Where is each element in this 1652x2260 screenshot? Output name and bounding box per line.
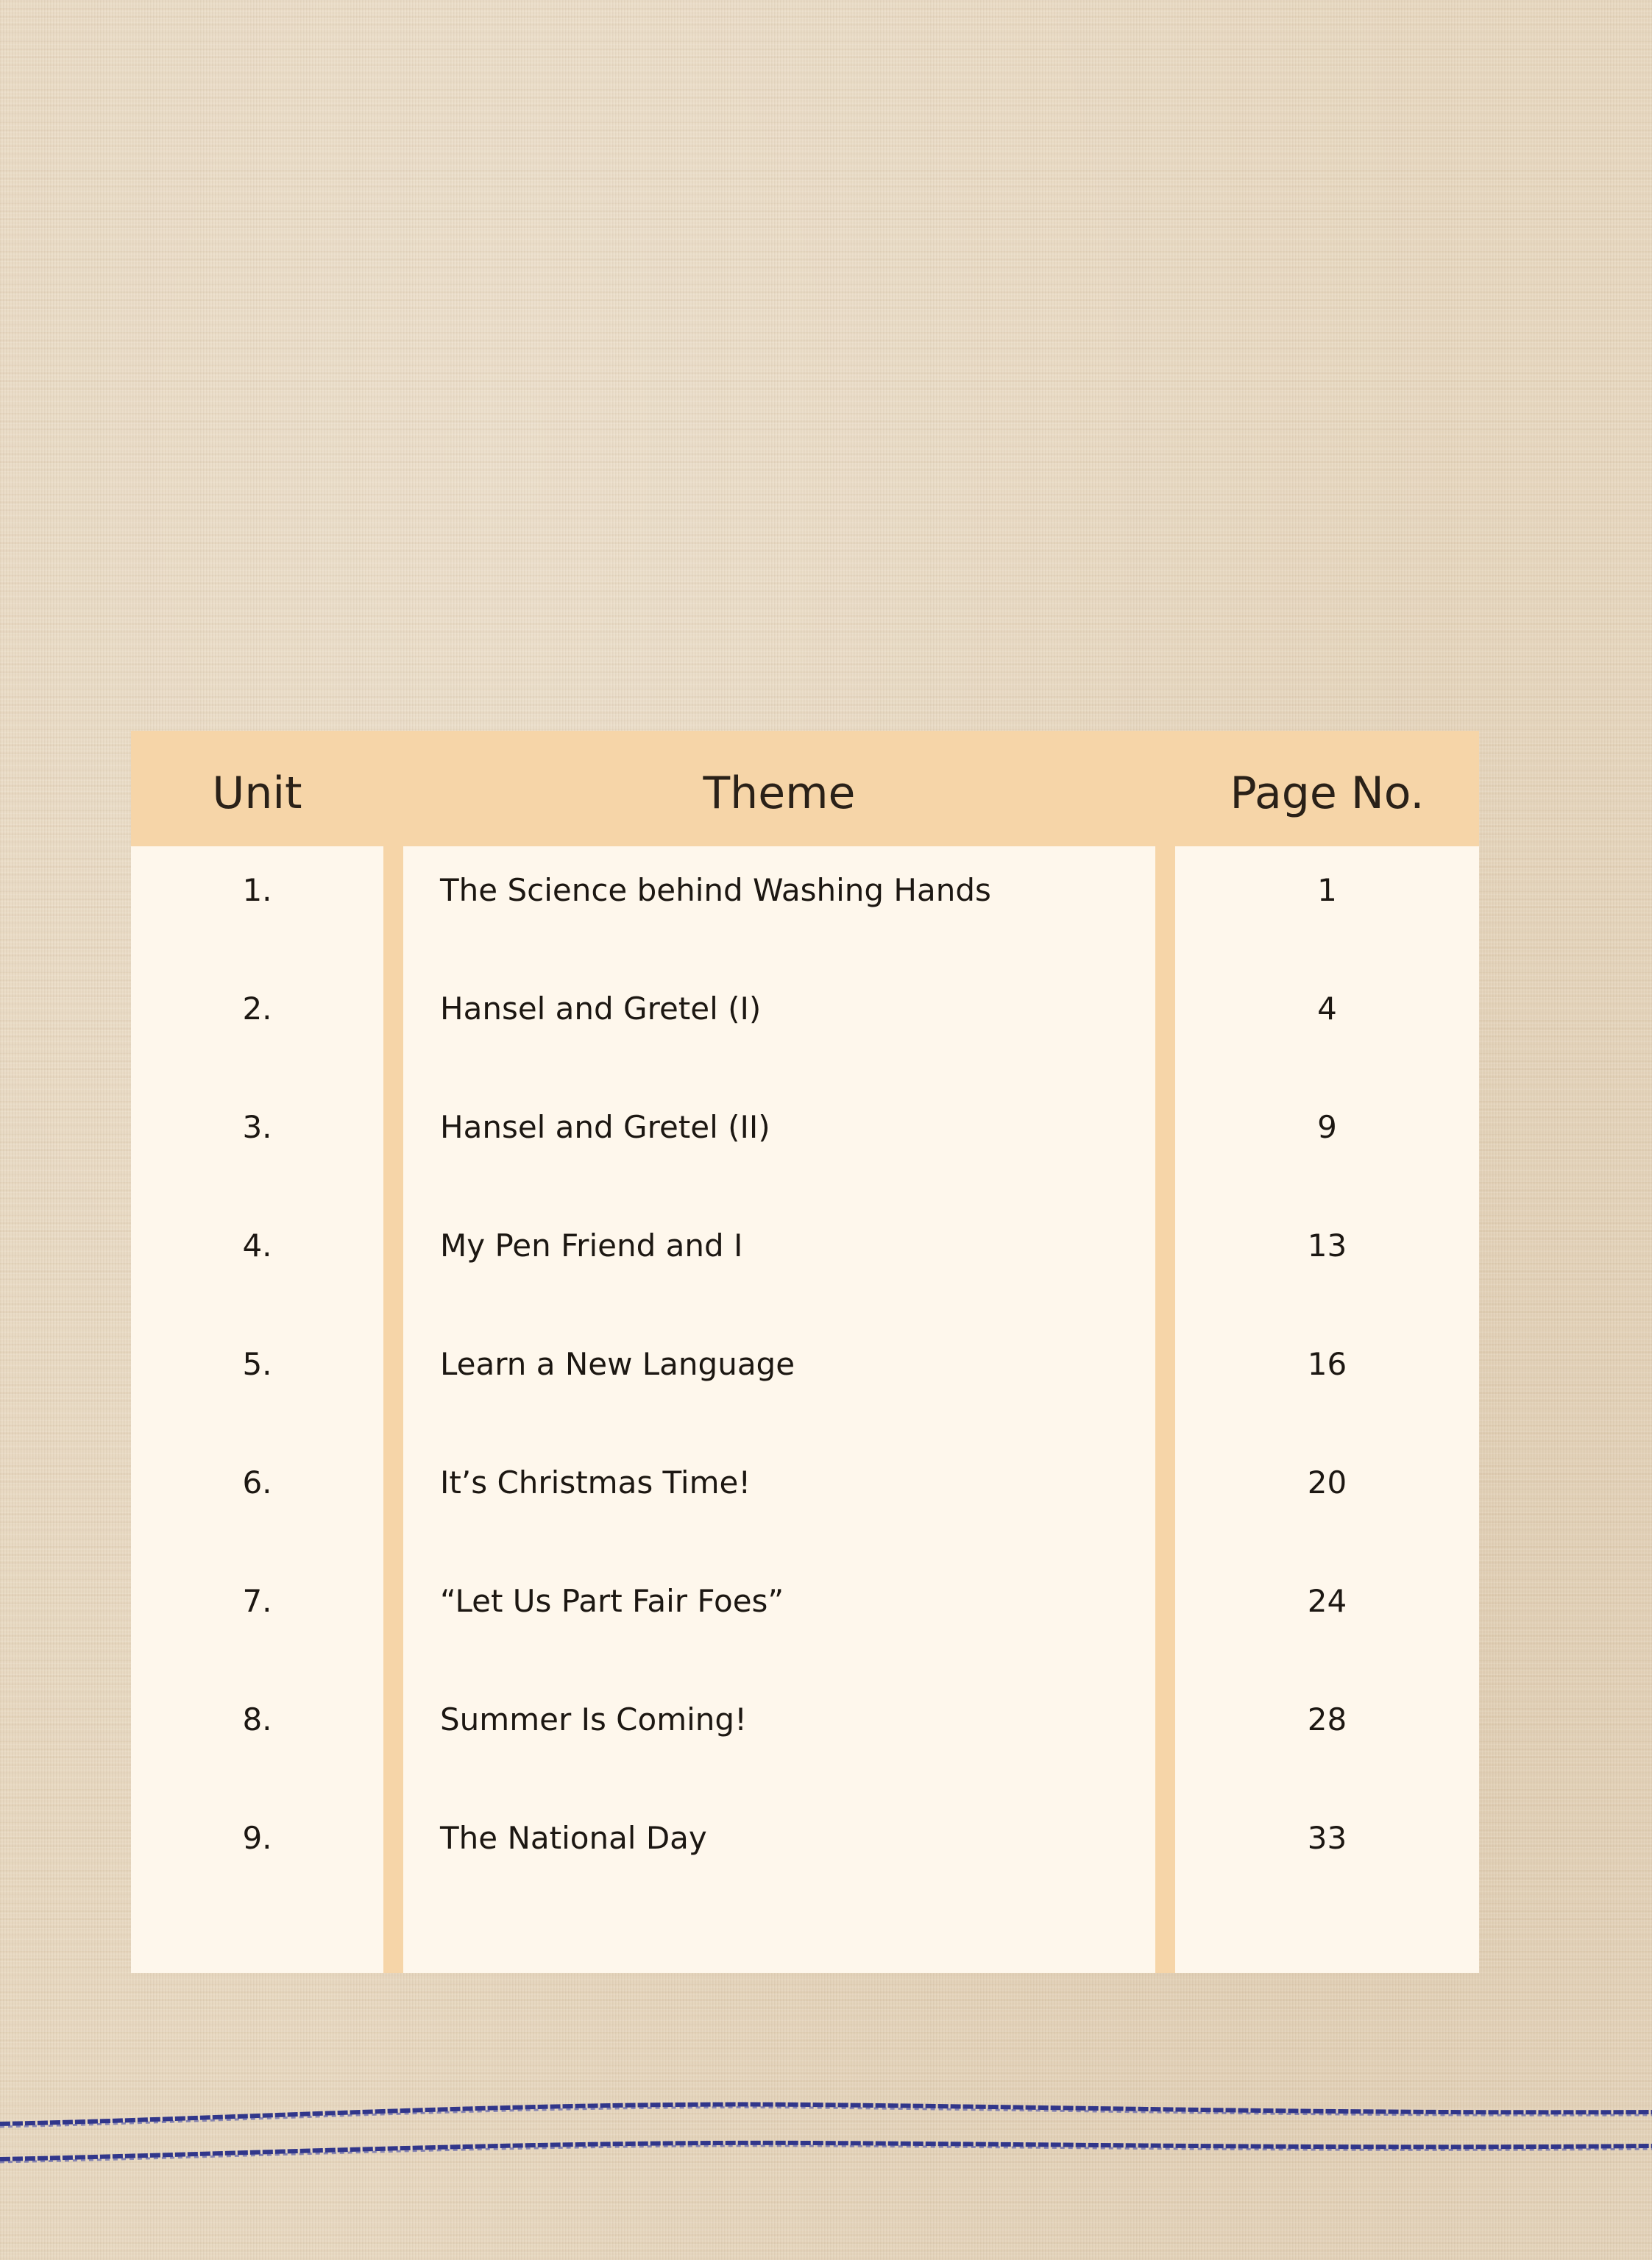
- page-number: 13: [1307, 1228, 1347, 1264]
- theme-title: Hansel and Gretel (II): [440, 1109, 770, 1145]
- theme-title: The National Day: [440, 1820, 707, 1856]
- unit-number: 3.: [242, 1109, 272, 1145]
- theme-title: The Science behind Washing Hands: [440, 872, 991, 908]
- page-number: 24: [1307, 1583, 1347, 1619]
- unit-number: 5.: [242, 1346, 272, 1382]
- table-row: [131, 1676, 1479, 1794]
- table-row: [131, 1557, 1479, 1676]
- page-number: 28: [1307, 1701, 1347, 1737]
- theme-title: It’s Christmas Time!: [440, 1464, 751, 1501]
- table-row: [131, 1320, 1479, 1439]
- table-row: [131, 1439, 1479, 1557]
- table-row: [131, 846, 1479, 965]
- table-row: [131, 1794, 1479, 1913]
- page-number: 1: [1317, 872, 1337, 908]
- unit-number: 9.: [242, 1820, 272, 1856]
- woven-blue-stripes: [0, 2083, 1652, 2171]
- table-of-contents: [131, 731, 1479, 1973]
- header-theme: Theme: [703, 768, 856, 819]
- unit-number: 7.: [242, 1583, 272, 1619]
- page-number: 9: [1317, 1109, 1337, 1145]
- page-number: 33: [1307, 1820, 1347, 1856]
- theme-title: Hansel and Gretel (I): [440, 991, 762, 1027]
- header-unit: Unit: [212, 768, 302, 819]
- page-number: 4: [1317, 991, 1337, 1027]
- table-header: [131, 731, 1479, 846]
- unit-number: 6.: [242, 1464, 272, 1501]
- table-row: [131, 1202, 1479, 1320]
- unit-number: 1.: [242, 872, 272, 908]
- theme-title: Summer Is Coming!: [440, 1701, 747, 1737]
- page-number: 16: [1307, 1346, 1347, 1382]
- header-page-no: Page No.: [1230, 768, 1425, 819]
- theme-title: “Let Us Part Fair Foes”: [440, 1583, 784, 1619]
- unit-number: 2.: [242, 991, 272, 1027]
- unit-number: 4.: [242, 1228, 272, 1264]
- page-number: 20: [1307, 1464, 1347, 1501]
- theme-title: My Pen Friend and I: [440, 1228, 743, 1264]
- theme-title: Learn a New Language: [440, 1346, 795, 1382]
- table-row: [131, 1083, 1479, 1202]
- table-row: [131, 965, 1479, 1083]
- table-body: [131, 846, 1479, 1913]
- unit-number: 8.: [242, 1701, 272, 1737]
